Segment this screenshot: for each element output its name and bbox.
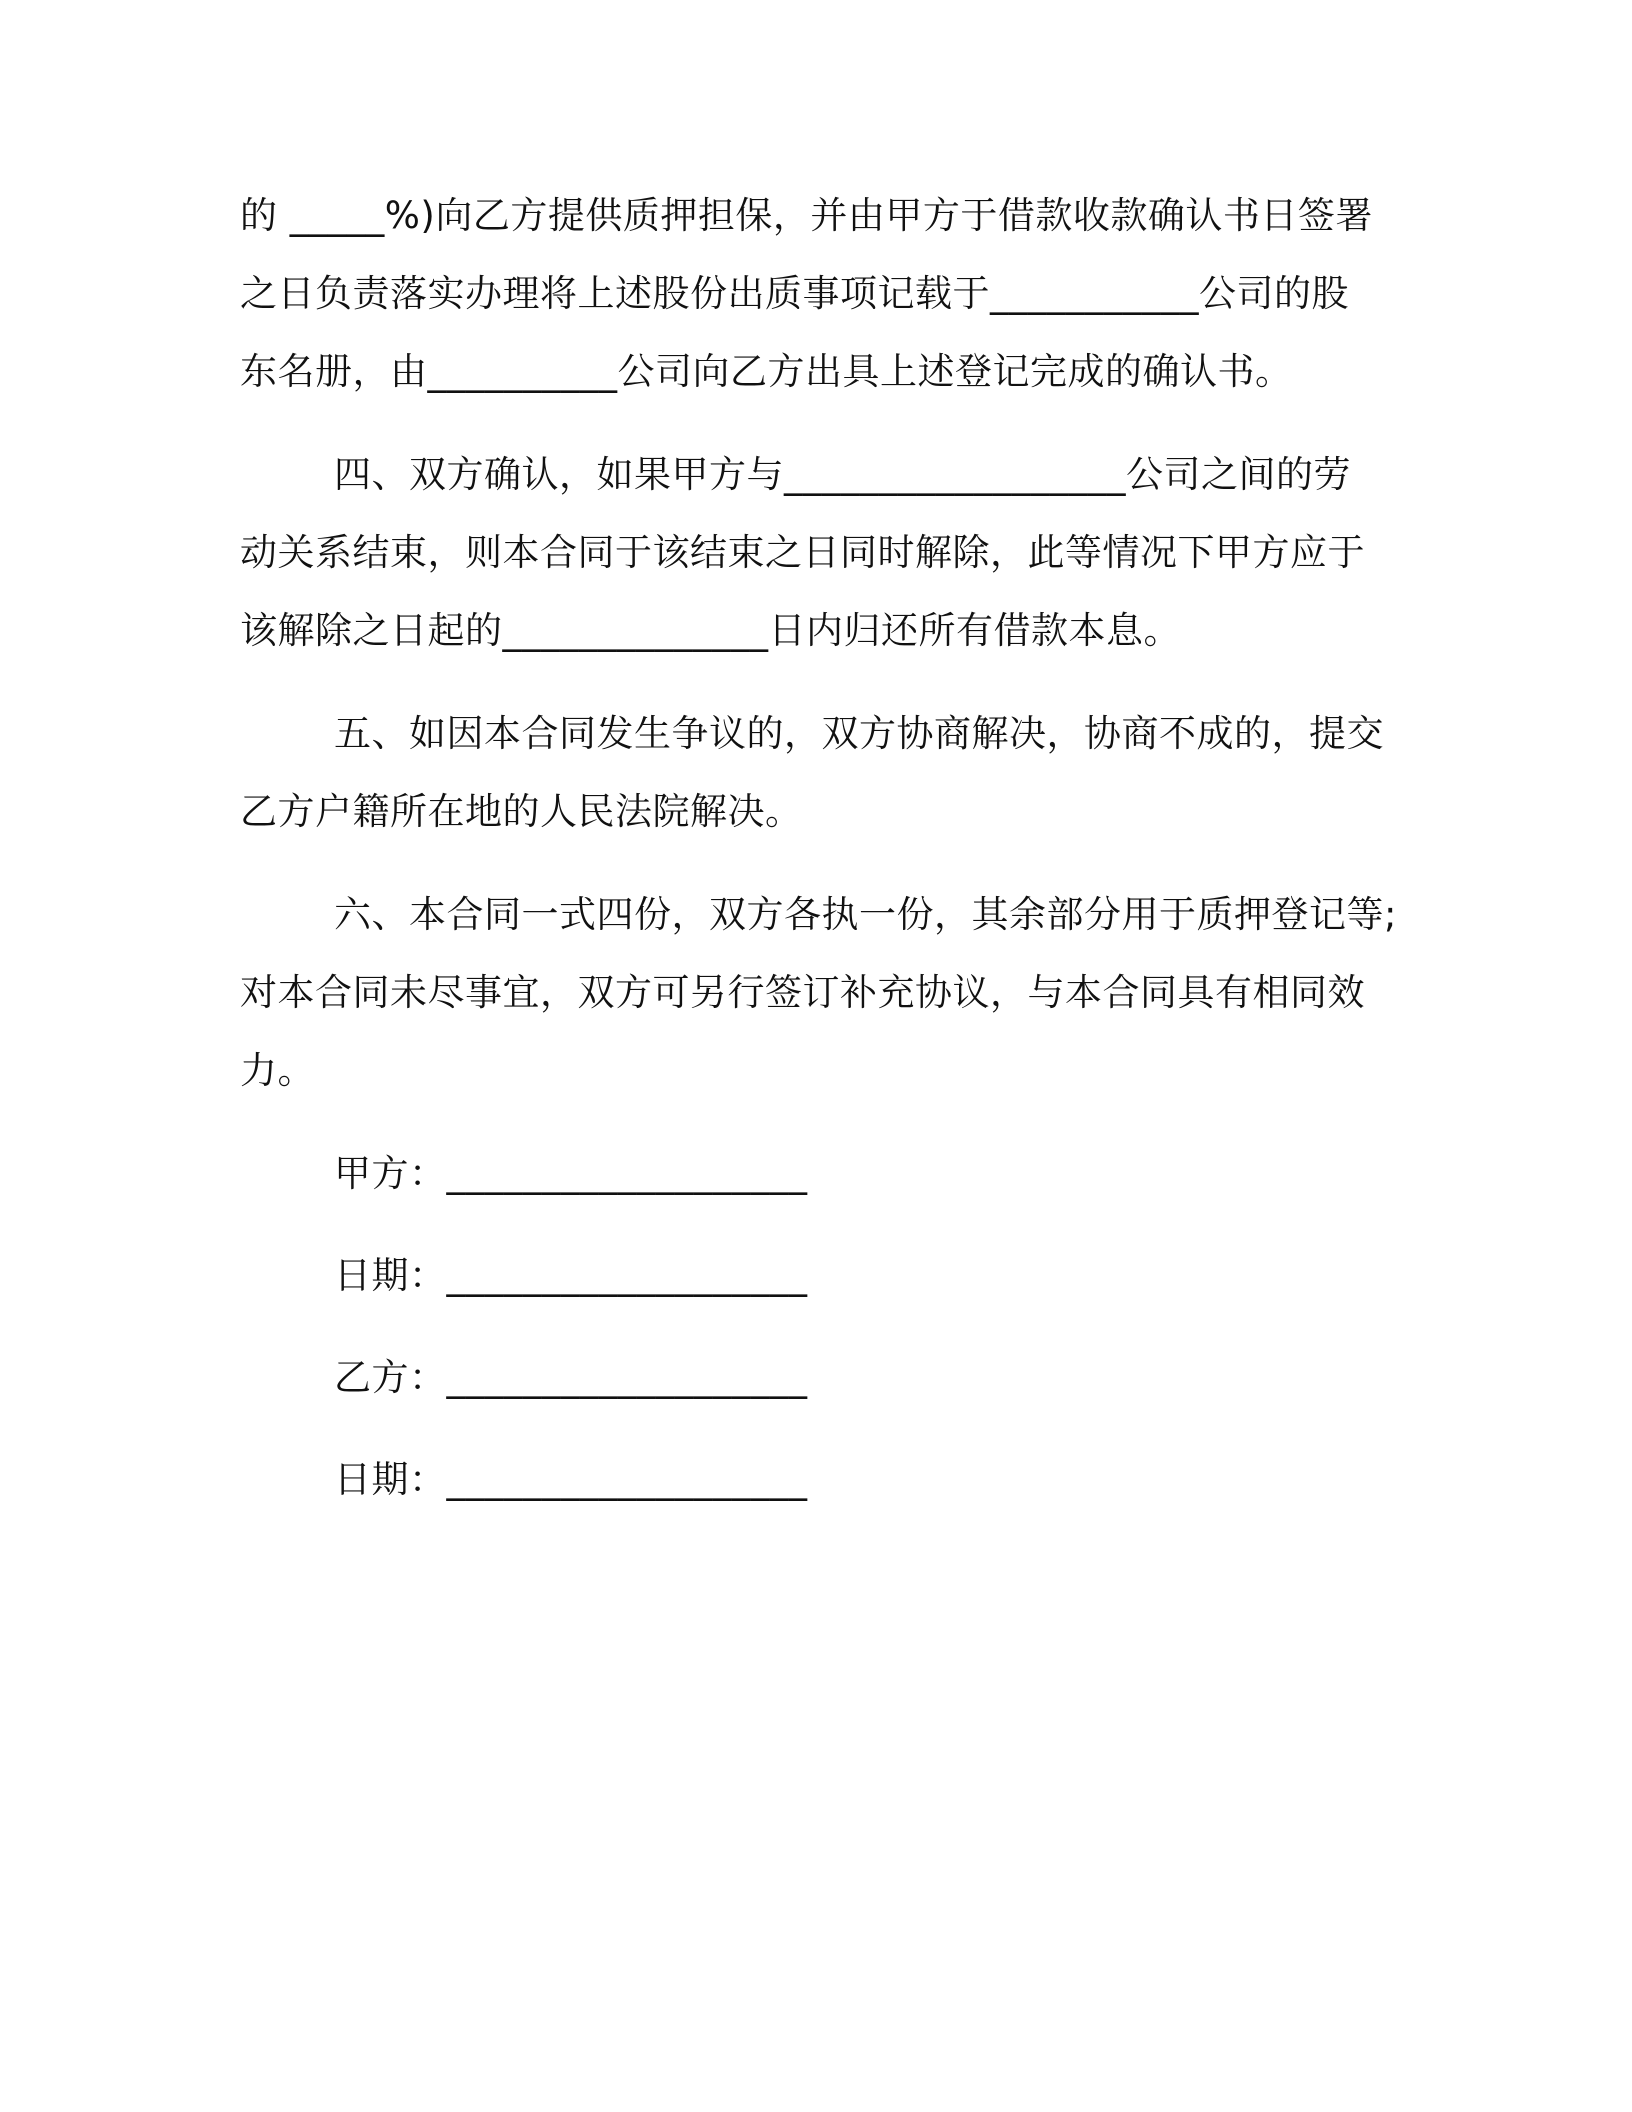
clause-six-line-2: 对本合同未尽事宜，双方可另行签订补充协议，与本合同具有相同效: [240, 971, 1365, 1014]
clause-five-line-1: 五、如因本合同发生争议的，双方协商解决，协商不成的，提交: [334, 712, 1384, 755]
signature-party-a: 甲方：___________________: [334, 1152, 808, 1195]
clause-three-line-1: 的 _____%)向乙方提供质押担保，并由甲方于借款收款确认书日签署: [240, 194, 1373, 237]
clause-four-line-3: 该解除之日起的______________日内归还所有借款本息。: [240, 609, 1181, 652]
clause-four-line-1: 四、双方确认，如果甲方与__________________公司之间的劳: [334, 453, 1351, 496]
clause-four-line-2: 动关系结束，则本合同于该结束之日同时解除，此等情况下甲方应于: [240, 531, 1365, 574]
signature-date-b: 日期：___________________: [334, 1458, 808, 1501]
clause-three-line-2: 之日负责落实办理将上述股份出质事项记载于___________公司的股: [240, 272, 1349, 315]
clause-six-line-1: 六、本合同一式四份，双方各执一份，其余部分用于质押登记等;: [334, 893, 1397, 936]
clause-three-line-3: 东名册，由__________公司向乙方出具上述登记完成的确认书。: [240, 350, 1293, 393]
clause-five-line-2: 乙方户籍所在地的人民法院解决。: [240, 790, 803, 833]
signature-date-a: 日期：___________________: [334, 1254, 808, 1297]
signature-party-b: 乙方：___________________: [334, 1356, 808, 1399]
clause-six-line-3: 力。: [240, 1049, 315, 1092]
